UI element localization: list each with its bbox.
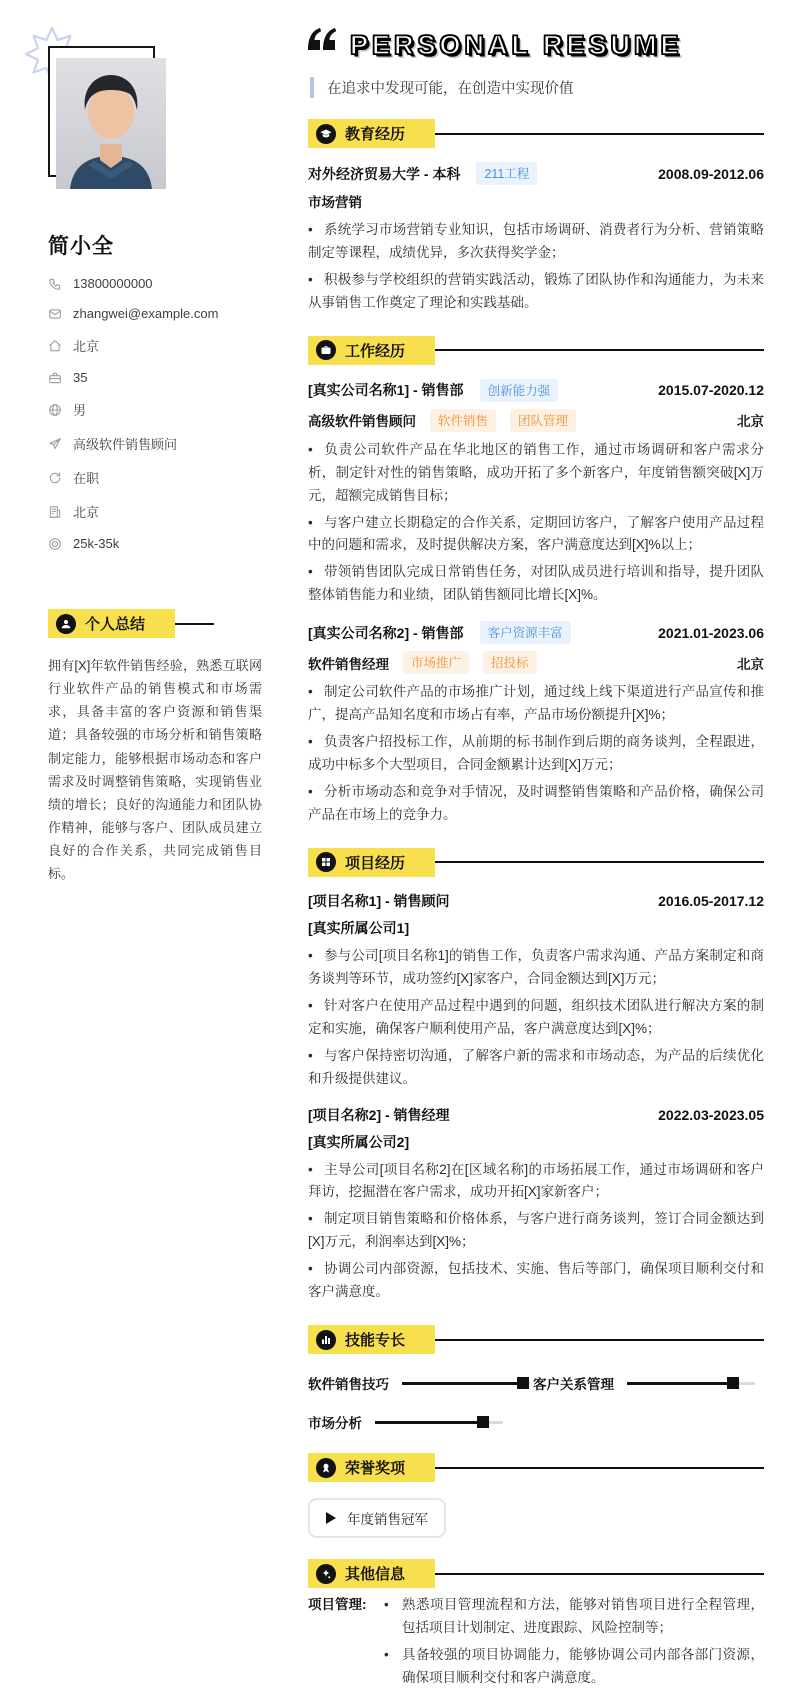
work-header-highlight [308,336,435,365]
education-rule [435,133,764,135]
job-tag: 团队管理 [510,409,576,432]
summary-header [48,609,262,638]
contact-value: 在职 [73,471,100,486]
skill-label: 软件销售技巧 [308,1377,389,1393]
contact-value: 高级软件销售顾问 [73,437,178,452]
skill-item [308,1412,533,1432]
skills-header [308,1325,764,1354]
contact-location [48,336,262,355]
project-date: 2022.03-2023.05 [658,1106,764,1123]
work-entry [308,621,764,827]
project-bullet: • 制定项目销售策略和价格体系，与客户进行商务谈判，签订合同金额达到[X]万元，利润率达到[X]%； [308,1208,764,1254]
contact-list [48,276,262,551]
sparkle-icon [316,1564,336,1584]
position-icon [48,437,62,451]
job-tag: 招投标 [483,651,537,674]
work-bullet: • 负责客户招投标工作，从前期的标书制作到后期的商务谈判，全程跟进，成功中标多个大型项目，合同金额累计达到[X]万元； [308,731,764,777]
contact-gender [48,400,262,419]
company-badge: 创新能力强 [480,379,559,402]
phone-icon [48,277,62,291]
skill-fill [375,1421,477,1424]
project-name: [项目名称1] - 销售顾问 [308,892,450,909]
skills-title: 技能专长 [345,1332,406,1350]
projects-rule [435,861,764,863]
other-info-title: 其他信息 [345,1566,406,1584]
other-info-label: 项目管理: [308,1597,367,1613]
education-bullet: • 积极参与学校组织的营销实践活动，锻炼了团队协作和沟通能力，为未来从事销售工作奠定了理论和实践基础。 [308,269,764,315]
work-bullet: • 分析市场动态和竞争对手情况，及时调整销售策略和产品价格，确保公司产品在市场上的竞争力。 [308,781,764,827]
contact-value: 北京 [73,505,100,520]
education-header [308,119,764,148]
other-info-bullets [384,1590,764,1694]
skill-slider [627,1377,755,1389]
work-date: 2015.07-2020.12 [658,382,764,399]
honors-rule [435,1467,764,1469]
honors-header [308,1453,764,1482]
education-section [308,119,764,315]
contact-city [48,502,262,521]
bar-chart-icon [316,1330,336,1350]
education-header-highlight [308,119,435,148]
summary-text: 拥有[X]年软件销售经验，熟悉互联网行业软件产品的销售模式和市场需求，具备丰富的客户资源和销售渠道；具备较强的市场分析和销售策略制定能力，能够根据市场动态和客户需求及时调整销售策略，实现销售业绩的增长；良好的沟通能力和团队协作精神，能够与客户、团队成员建立良好的合作关系，共同完成销售目标。 [48,658,262,882]
projects-header [308,848,764,877]
work-rule [435,349,764,351]
summary-title: 个人总结 [85,616,146,633]
contact-value: 北京 [73,339,100,354]
grid-icon [316,852,336,872]
work-bullet: • 带领销售团队完成日常销售任务，对团队成员进行培训和指导，提升团队整体销售能力和业绩，团队销售额同比增长[X]%。 [308,561,764,607]
job-role: 软件销售经理 [308,656,389,672]
project-bullet: • 参与公司[项目名称1]的销售工作，负责客户需求沟通、产品方案制定和商务谈判等环节，成功签约[X]家客户，合同金额达到[X]万元； [308,945,764,991]
contact-email [48,306,262,321]
education-title: 教育经历 [345,126,406,143]
summary-header-highlight [48,609,175,638]
salary-icon [48,537,62,551]
contact-phone [48,276,262,291]
motto: 在追求中发现可能，在创造中实现价值 [310,77,764,98]
honors-title: 荣誉奖项 [345,1460,406,1478]
job-tag: 软件销售 [430,409,496,432]
honor-label: 年度销售冠军 [347,1512,428,1528]
sidebar [0,0,280,1694]
contact-value: 男 [73,403,87,418]
company-name: [真实公司名称1] - 销售部 [308,382,464,399]
work-section [308,336,764,827]
projects-title: 项目经历 [345,854,406,872]
major: 市场营销 [308,195,362,210]
photo-block [48,46,173,212]
school-badge: 211工程 [476,162,537,185]
honor-chip [308,1498,446,1538]
school-name: 对外经济贸易大学 - 本科 [308,165,461,182]
skill-slider [375,1416,503,1428]
profile-photo [56,58,166,189]
project-bullet: • 针对客户在使用产品过程中遇到的问题，组织技术团队进行解决方案的制定和实施，确保客户顺利使用产品，客户满意度达到[X]%； [308,995,764,1041]
work-date: 2021.01-2023.06 [658,624,764,641]
other-info-row [308,1590,764,1694]
work-entry [308,379,764,608]
job-tag: 市场推广 [403,651,469,674]
project-company: [真实所属公司1] [308,919,410,936]
job-role: 高级软件销售顾问 [308,414,416,430]
skill-label: 市场分析 [308,1416,362,1432]
briefcase-icon [316,340,336,360]
slider-handle [727,1377,739,1389]
skill-track-rest [739,1382,755,1385]
candidate-name: 简小全 [48,235,114,258]
education-date: 2008.09-2012.06 [658,165,764,182]
contact-salary [48,536,262,551]
play-icon [326,1512,336,1524]
project-entry [308,1105,764,1305]
project-bullet: • 主导公司[项目名称2]在[区域名称]的市场拓展工作，通过市场调研和客户拜访，挖掘潜在客户需求，成功开拓[X]家新客户； [308,1159,764,1205]
summary-rule [175,623,214,625]
work-bullet: • 制定公司软件产品的市场推广计划，通过线上线下渠道进行产品宣传和推广，提高产品知名度和市场占有率，产品市场份额提升[X]%； [308,681,764,727]
work-bullet: • 与客户建立长期稳定的合作关系，定期回访客户，了解客户使用产品过程中的问题和需求，及时提供解决方案，客户满意度达到[X]%以上； [308,512,764,558]
main-column [280,0,794,1694]
skill-track-rest [489,1421,503,1424]
resume-header [308,26,764,61]
other-bullet: • 具备较强的项目协调能力，能够协调公司内部各部门资源，确保项目顺利交付和客户满意度。 [384,1644,764,1690]
contact-status [48,468,262,487]
skills-rule [435,1339,764,1341]
city-icon [48,505,62,519]
skill-fill [627,1382,727,1385]
gender-icon [48,403,62,417]
company-badge: 客户资源丰富 [480,621,571,644]
other-info-rule [435,1573,764,1575]
skill-item [308,1373,533,1393]
summary-section [48,609,262,885]
skill-track-rest [529,1382,530,1385]
contact-value: 25k-35k [73,536,120,551]
work-header [308,336,764,365]
other-info-section [308,1559,764,1694]
sparkle-icon [308,1559,435,1588]
contact-position [48,434,262,453]
contact-value: zhangwei@example.com [73,306,219,321]
job-location: 北京 [737,656,764,672]
other-bullet: • 熟悉项目管理流程和方法，能够对销售项目进行全程管理，包括项目计划制定、进度跟踪、风险控制等； [384,1594,764,1640]
contact-value: 35 [73,370,88,385]
age-icon [48,371,62,385]
honors-section [308,1453,764,1538]
skill-item [533,1373,764,1393]
slider-handle [517,1377,529,1389]
resume-title: PERSONAL RESUME [350,30,683,60]
project-company: [真实所属公司2] [308,1133,410,1150]
skill-label: 客户关系管理 [533,1377,614,1393]
quote-icon [308,28,336,50]
skills-grid [308,1373,764,1432]
job-location: 北京 [737,414,764,430]
slider-handle [477,1416,489,1428]
mail-icon [48,307,62,321]
other-info-header [308,1559,764,1588]
honors-header-highlight [308,1453,435,1482]
skills-header-highlight [308,1325,435,1354]
status-icon [48,471,62,485]
user-icon [56,614,76,634]
project-entry [308,891,764,1091]
work-bullet: • 负责公司软件产品在华北地区的销售工作，通过市场调研和客户需求分析，制定针对性的销售策略，成功开拓了多个新客户，年度销售额突破[X]万元，超额完成销售目标； [308,439,764,508]
projects-section [308,848,764,1304]
project-bullet: • 协调公司内部资源，包括技术、实施、售后等部门，确保项目顺利交付和客户满意度。 [308,1258,764,1304]
project-name: [项目名称2] - 销售经理 [308,1106,450,1123]
medal-icon [316,1458,336,1478]
work-title: 工作经历 [345,342,406,360]
contact-age [48,370,262,385]
skill-fill [402,1382,517,1385]
graduation-cap-icon [316,124,336,144]
projects-header-highlight [308,848,435,877]
home-icon [48,339,62,353]
contact-value: 13800000000 [73,276,153,291]
project-bullet: • 与客户保持密切沟通，了解客户新的需求和市场动态，为产品的后续优化和升级提供建议。 [308,1045,764,1091]
education-bullet: • 系统学习市场营销专业知识，包括市场调研、消费者行为分析、营销策略制定等课程，成绩优异，多次获得奖学金； [308,219,764,265]
company-name: [真实公司名称2] - 销售部 [308,624,464,641]
project-date: 2016.05-2017.12 [658,892,764,909]
skill-slider [402,1377,530,1389]
skills-section [308,1325,764,1432]
